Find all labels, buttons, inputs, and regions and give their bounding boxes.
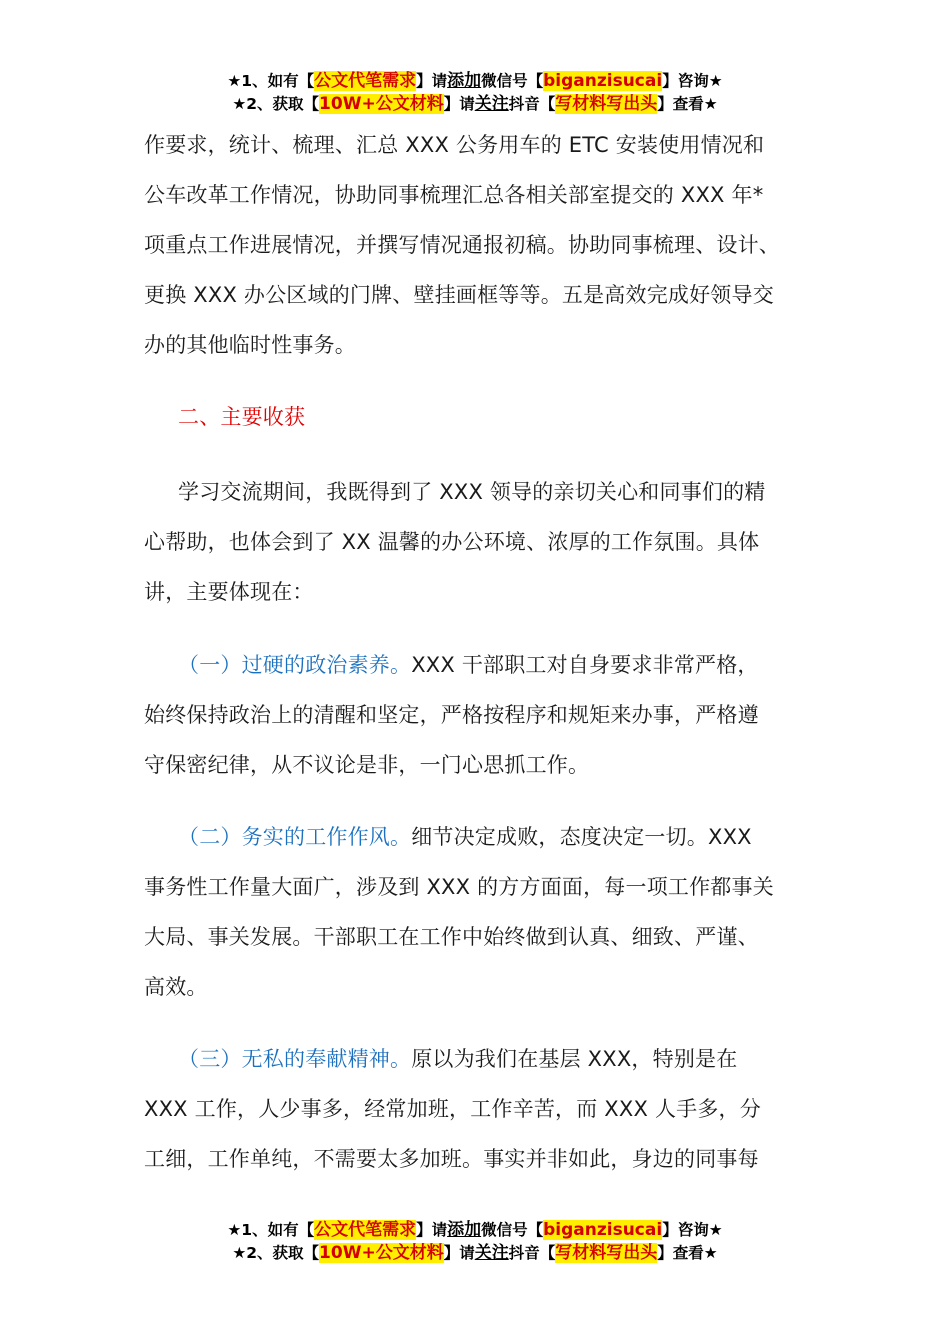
banner-highlight: 公文代笔需求	[314, 1220, 417, 1240]
banner-underlined: 关注	[474, 94, 509, 114]
intro-paragraph	[144, 120, 814, 370]
section2-heading-block	[144, 392, 814, 442]
banner-text: ★1、如有【	[227, 1221, 315, 1239]
ad-banner-top	[0, 70, 950, 116]
banner-highlight: 公文代笔需求	[314, 71, 417, 91]
banner-line-2	[0, 93, 950, 116]
banner-highlight: 10W+公文材料	[319, 94, 444, 114]
banner-text: ★2、获取【	[232, 1244, 320, 1262]
banner-line-1	[0, 1219, 950, 1242]
text-line: 事务性工作量大面广，涉及到 XXX 的方方面面，每一项工作都事关	[144, 875, 774, 899]
item3-paragraph	[144, 1034, 814, 1184]
banner-text: 】咨询★	[662, 72, 723, 90]
section2-paragraph	[144, 467, 814, 617]
banner-douyin-id: 写材料写出头	[555, 1243, 658, 1263]
ad-banner-bottom	[0, 1219, 950, 1265]
text-line: 始终保持政治上的清醒和坚定，严格按程序和规矩来办事，严格遵	[144, 703, 759, 727]
banner-line-1	[0, 70, 950, 93]
banner-highlight: 10W+公文材料	[319, 1243, 444, 1263]
banner-text: 】请	[443, 1244, 475, 1262]
text-line	[144, 640, 814, 690]
banner-text: ★1、如有【	[227, 72, 315, 90]
banner-douyin-id: 写材料写出头	[555, 94, 658, 114]
banner-text: 抖音【	[508, 1244, 556, 1262]
text-line: 高效。	[144, 975, 208, 999]
text-line: 心帮助，也体会到了 XX 温馨的办公环境、浓厚的工作氛围。具体	[144, 530, 760, 554]
banner-line-2	[0, 1242, 950, 1265]
text-line: 工细，工作单纯，不需要太多加班。事实并非如此，身边的同事每	[144, 1147, 759, 1171]
banner-text: 】咨询★	[662, 1221, 723, 1239]
banner-text: 微信号【	[481, 1221, 544, 1239]
text-line: 办的其他临时性事务。	[144, 333, 356, 357]
text-line: 大局、事关发展。干部职工在工作中始终做到认真、细致、严谨、	[144, 925, 759, 949]
banner-wechat-id: biganzisucai	[543, 1220, 663, 1240]
document-body	[144, 120, 814, 370]
text-line: 项重点工作进展情况，并撰写情况通报初稿。协助同事梳理、设计、	[144, 233, 780, 257]
banner-underlined: 添加	[447, 1220, 482, 1240]
text-run: XXX 干部职工对自身要求非常严格，	[411, 653, 759, 677]
text-line: 更换 XXX 办公区域的门牌、壁挂画框等等。五是高效完成好领导交	[144, 283, 774, 307]
subheading: （三）无私的奉献精神。	[178, 1047, 412, 1071]
banner-text: 】请	[443, 95, 475, 113]
text-line: 作要求，统计、梳理、汇总 XXX 公务用车的 ETC 安装使用情况和	[144, 133, 765, 157]
text-line: 讲，主要体现在：	[144, 580, 314, 604]
banner-text: 微信号【	[481, 72, 544, 90]
text-line: 公车改革工作情况，协助同事梳理汇总各相关部室提交的 XXX 年*	[144, 183, 764, 207]
banner-underlined: 添加	[447, 71, 482, 91]
banner-wechat-id: biganzisucai	[543, 71, 663, 91]
banner-text: 】请	[416, 1221, 448, 1239]
text-run: 原以为我们在基层 XXX，特别是在	[411, 1047, 738, 1071]
banner-text: 】查看★	[657, 1244, 718, 1262]
banner-text: 抖音【	[508, 95, 556, 113]
subheading: （二）务实的工作作风。	[178, 825, 412, 849]
banner-text: 】请	[416, 72, 448, 90]
item2-paragraph	[144, 812, 814, 1012]
banner-text: 】查看★	[657, 95, 718, 113]
text-line	[144, 812, 814, 862]
subheading: （一）过硬的政治素养。	[178, 653, 412, 677]
section-heading: 二、主要收获	[178, 405, 306, 429]
text-line: 守保密纪律，从不议论是非，一门心思抓工作。	[144, 753, 590, 777]
text-line: XXX 工作，人少事多，经常加班，工作辛苦，而 XXX 人手多，分	[144, 1097, 761, 1121]
item1-paragraph	[144, 640, 814, 790]
text-line: 学习交流期间，我既得到了 XXX 领导的亲切关心和同事们的精	[178, 480, 766, 504]
banner-underlined: 关注	[474, 1243, 509, 1263]
text-run: 细节决定成败，态度决定一切。XXX	[411, 825, 752, 849]
banner-text: ★2、获取【	[232, 95, 320, 113]
text-line	[144, 1034, 814, 1084]
